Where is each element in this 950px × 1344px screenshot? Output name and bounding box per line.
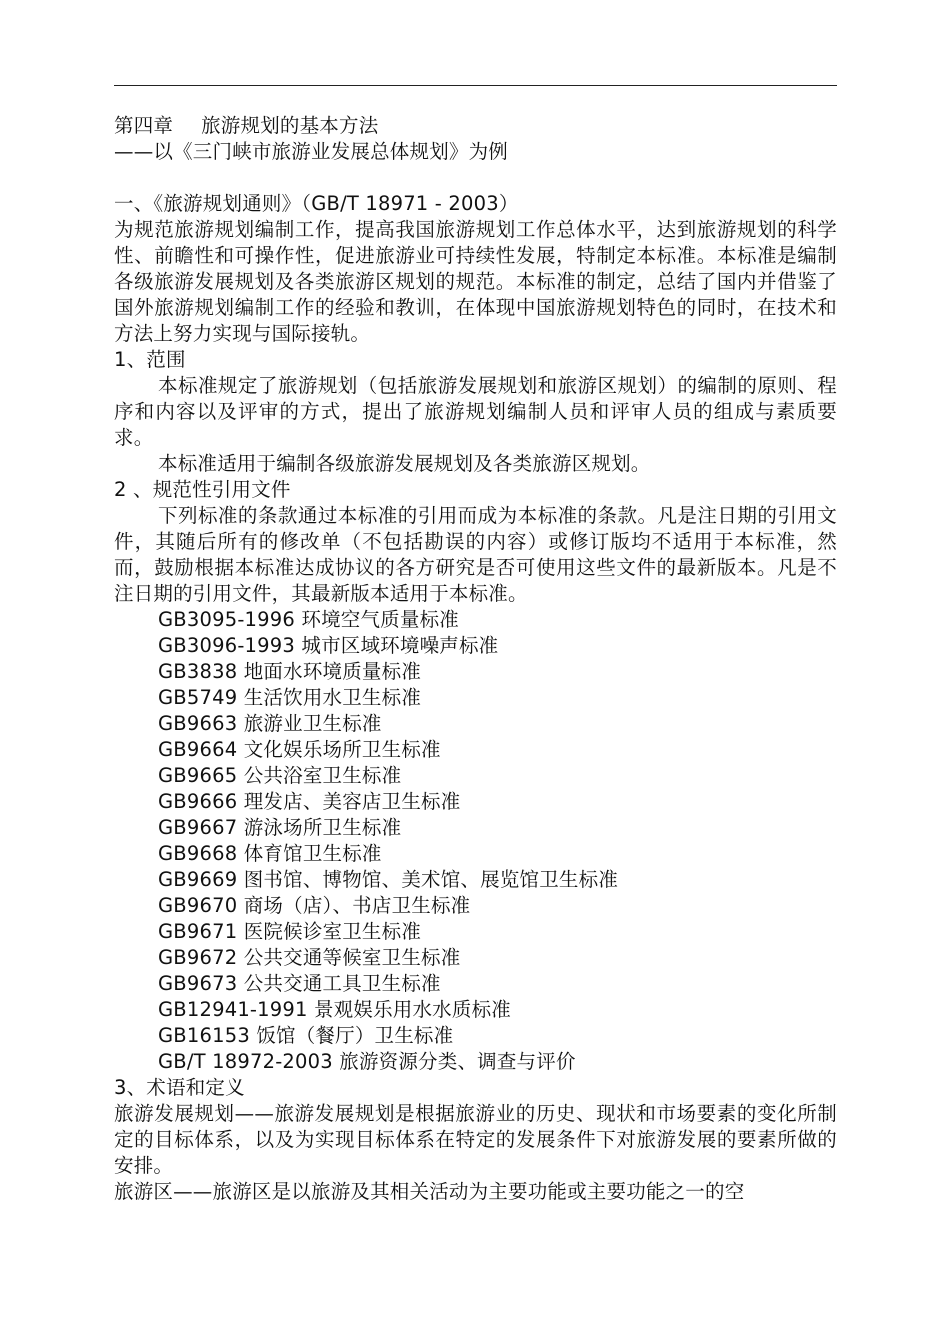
standard-item: GB9663 旅游业卫生标准 bbox=[158, 712, 382, 735]
references-heading: 2 、规范性引用文件 bbox=[114, 478, 291, 501]
references-paragraph: 下列标准的条款通过本标准的引用而成为本标准的条款。凡是注日期的引用文件，其随后所有的修改单（不包括勘误的内容）或修订版均不适用于本标准，然而，鼓励根据本标准达成协议的各方研究是否可使用这些文件的最新版本。凡是不注日期的引用文件，其最新版本适用于本标准。 bbox=[114, 504, 837, 605]
standard-item: GB9666 理发店、美容店卫生标准 bbox=[158, 790, 461, 813]
standard-item: GB3838 地面水环境质量标准 bbox=[158, 660, 422, 683]
scope-paragraph-1: 本标准规定了旅游规划（包括旅游发展规划和旅游区规划）的编制的原则、程序和内容以及评审的方式，提出了旅游规划编制人员和评审人员的组成与素质要求。 bbox=[114, 374, 837, 449]
standard-item: GB9669 图书馆、博物馆、美术馆、展览馆卫生标准 bbox=[158, 868, 619, 891]
standard-item: GB5749 生活饮用水卫生标准 bbox=[158, 686, 422, 709]
chapter-title: 旅游规划的基本方法 bbox=[201, 114, 379, 137]
term-definition-1: 旅游发展规划——旅游发展规划是根据旅游业的历史、现状和市场要素的变化所制定的目标体系，以及为实现目标体系在特定的发展条件下对旅游发展的要素所做的安排。 bbox=[114, 1102, 837, 1177]
term-definition-2: 旅游区——旅游区是以旅游及其相关活动为主要功能或主要功能之一的空 bbox=[114, 1180, 745, 1203]
chapter-label: 第四章 bbox=[114, 114, 174, 137]
chapter-subtitle: ——以《三门峡市旅游业发展总体规划》为例 bbox=[114, 140, 509, 163]
header-rule bbox=[114, 85, 837, 86]
intro-paragraph: 为规范旅游规划编制工作，提高我国旅游规划工作总体水平，达到旅游规划的科学性、前瞻性和可操作性，促进旅游业可持续性发展，特制定本标准。本标准是编制各级旅游发展规划及各类旅游区规划的规范。本标准的制定，总结了国内并借鉴了国外旅游规划编制工作的经验和教训，在体现中国旅游规划特色的同时，在技术和方法上努力实现与国际接轨。 bbox=[114, 218, 837, 345]
standard-item: GB9671 医院候诊室卫生标准 bbox=[158, 920, 422, 943]
standard-item: GB9673 公共交通工具卫生标准 bbox=[158, 972, 441, 995]
standard-item: GB9665 公共浴室卫生标准 bbox=[158, 764, 402, 787]
scope-heading: 1、范围 bbox=[114, 348, 186, 371]
standard-item: GB9672 公共交通等候室卫生标准 bbox=[158, 946, 461, 969]
blank-line bbox=[114, 165, 837, 191]
chapter-title-line bbox=[114, 113, 837, 139]
standards-list bbox=[114, 607, 837, 1075]
standard-item: GB12941-1991 景观娱乐用水水质标准 bbox=[158, 998, 511, 1021]
standard-item: GB9667 游泳场所卫生标准 bbox=[158, 816, 402, 839]
standard-item: GB16153 饭馆（餐厅）卫生标准 bbox=[158, 1024, 454, 1047]
standard-item: GB/T 18972-2003 旅游资源分类、调查与评价 bbox=[158, 1050, 576, 1073]
document-body bbox=[114, 113, 837, 1205]
standard-item: GB3095-1996 环境空气质量标准 bbox=[158, 608, 459, 631]
standard-item: GB9668 体育馆卫生标准 bbox=[158, 842, 382, 865]
scope-paragraph-2: 本标准适用于编制各级旅游发展规划及各类旅游区规划。 bbox=[158, 452, 651, 475]
section-heading: 一、《旅游规划通则》（GB/T 18971 - 2003） bbox=[114, 192, 519, 215]
standard-item: GB3096-1993 城市区域环境噪声标准 bbox=[158, 634, 499, 657]
standard-item: GB9670 商场（店）、书店卫生标准 bbox=[158, 894, 471, 917]
standard-item: GB9664 文化娱乐场所卫生标准 bbox=[158, 738, 441, 761]
terms-heading: 3、术语和定义 bbox=[114, 1076, 245, 1099]
